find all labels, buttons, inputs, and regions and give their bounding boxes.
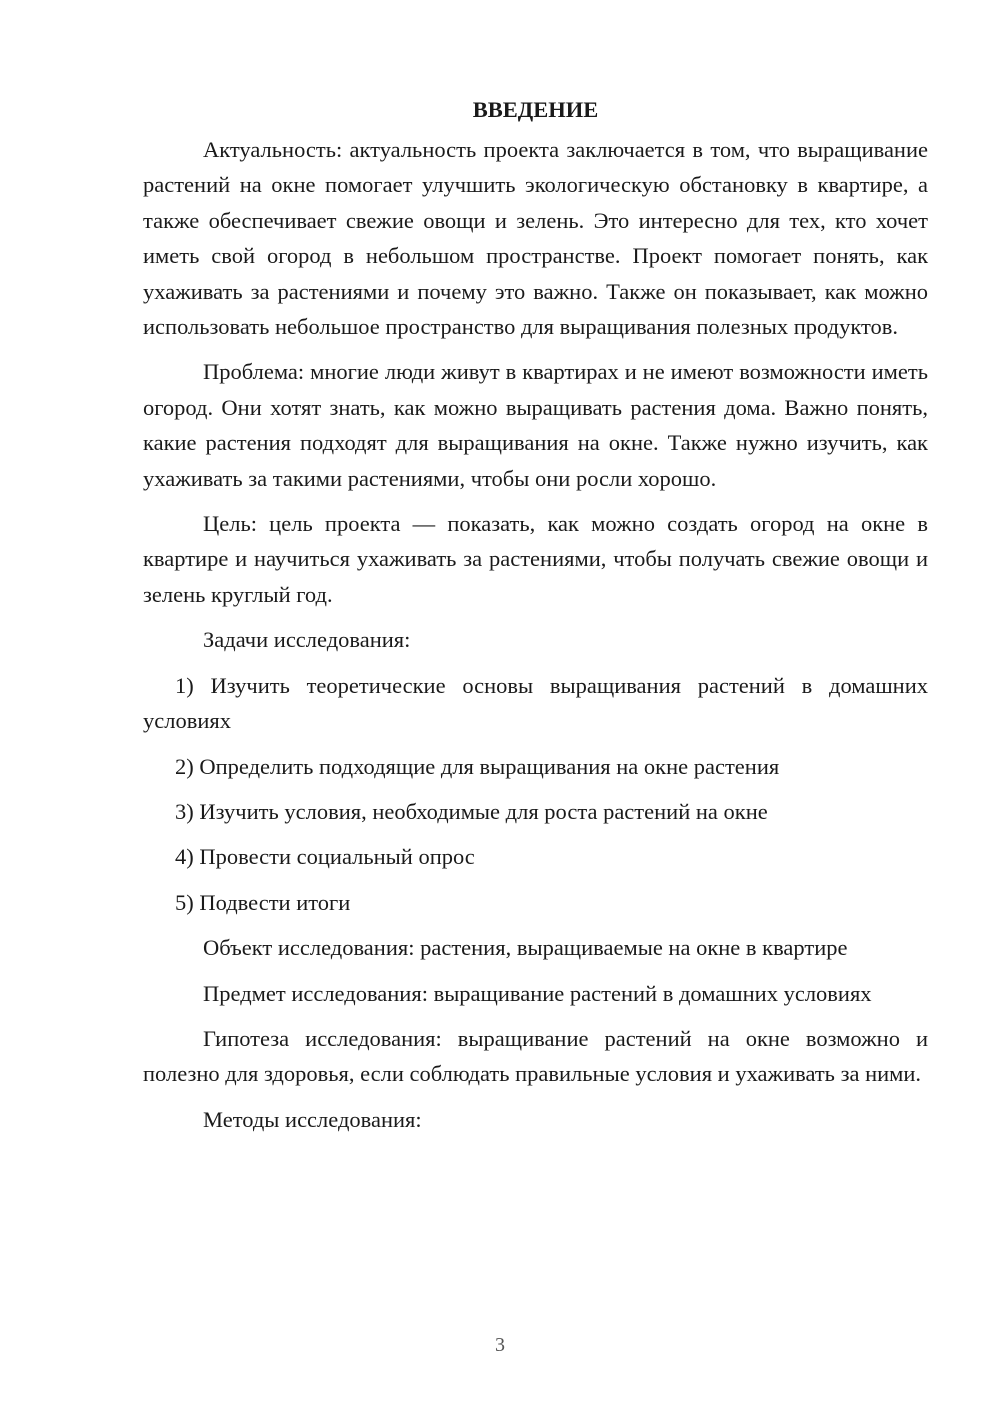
problem-paragraph: Проблема: многие люди живут в квартирах и не имеют возможности иметь огород. Они хотят знать, как можно выращивать растения дома. Важно понять, какие растения подходят для выращивания на окне. Также нужно изучить, как ухаживать за такими растениями, чтобы они росли хорошо.: [143, 359, 928, 491]
task-item-4: 4) Провести социальный опрос: [175, 844, 475, 870]
document-page: [143, 92, 928, 1147]
page-number: 3: [495, 1334, 505, 1356]
research-object-paragraph: Объект исследования: растения, выращиваемые на окне в квартире: [203, 935, 848, 961]
task-item-1: 1) Изучить теоретические основы выращивания растений в домашних условиях: [143, 672, 928, 734]
relevance-paragraph: Актуальность: актуальность проекта заключается в том, что выращивание растений на окне помогает улучшить экологическую обстановку в квартире, а также обеспечивает свежие овощи и зелень. Это интересно для тех, кто хочет иметь свой огород в небольшом пространстве. Проект помогает понять, как ухаживать за растениями и почему это важно. Также он показывает, как можно использовать небольшое пространство для выращивания полезных продуктов.: [143, 137, 928, 340]
tasks-heading: Задачи исследования:: [203, 627, 411, 653]
section-title: ВВЕДЕНИЕ: [472, 97, 599, 122]
methods-heading: Методы исследования:: [203, 1106, 422, 1132]
hypothesis-paragraph: Гипотеза исследования: выращивание растений на окне возможно и полезно для здоровья, если соблюдать правильные условия и ухаживать за ними.: [143, 1025, 928, 1087]
task-item-5: 5) Подвести итоги: [175, 889, 351, 915]
task-item-2: 2) Определить подходящие для выращивания на окне растения: [175, 753, 780, 779]
goal-paragraph: Цель: цель проекта — показать, как можно создать огород на окне в квартире и научиться ухаживать за растениями, чтобы получать свежие овощи и зелень круглый год.: [143, 511, 928, 607]
research-subject-paragraph: Предмет исследования: выращивание растений в домашних условиях: [203, 980, 872, 1006]
task-item-3: 3) Изучить условия, необходимые для роста растений на окне: [175, 798, 768, 824]
